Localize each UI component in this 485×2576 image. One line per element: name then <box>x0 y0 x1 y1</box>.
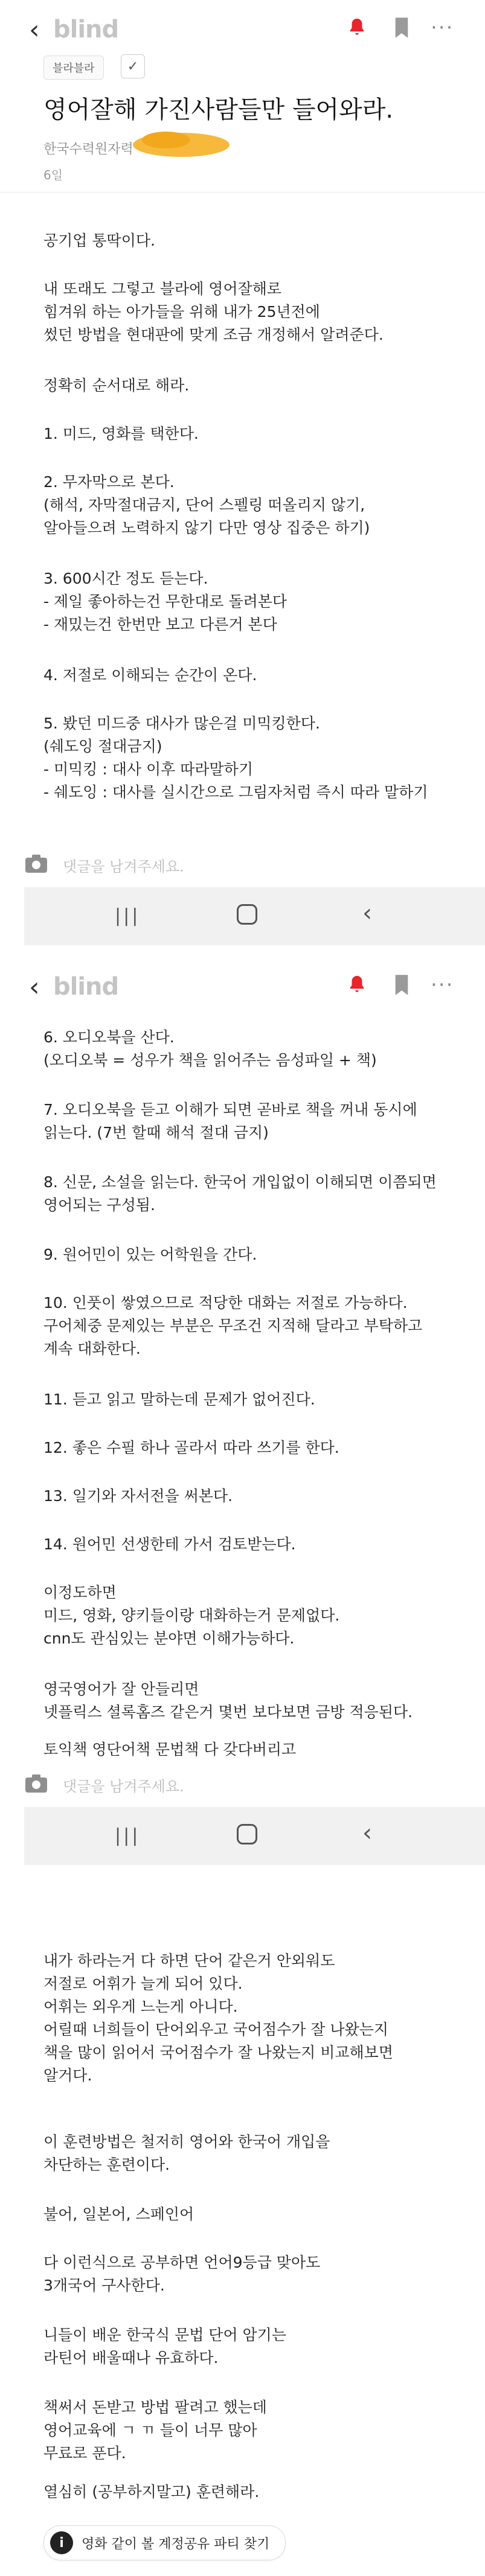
android-navbar <box>24 887 485 945</box>
post-paragraph: 내 또래도 그렇고 블라에 영어잘해로 힘겨워 하는 아가들을 위해 내가 25년전에 썼던 방법을 현대판에 맞게 조금 개정해서 알려준다. <box>43 280 384 343</box>
recent-apps-icon[interactable]: ||| <box>115 905 141 926</box>
recent-apps-icon[interactable]: ||| <box>115 1825 141 1846</box>
post-paragraph: 다 이런식으로 공부하면 언어9등급 맞아도 3개국어 구사한다. <box>43 2254 321 2294</box>
post-paragraph: 책써서 돈받고 방법 팔려고 했는데 영어교육에 ㄱ ㄲ 들이 너무 많아 무료로 푼다. <box>43 2399 267 2462</box>
blind-logo[interactable]: blind <box>53 16 119 43</box>
android-navbar <box>24 1807 485 1865</box>
post-paragraph: 3. 600시간 정도 듣는다. - 제일 좋아하는건 무한대로 돌려본다 - 재밌는건 한번만 보고 다른거 본다 <box>43 570 287 633</box>
post-paragraph: 토익책 영단어책 문법책 다 갖다버리고 <box>43 1741 297 1758</box>
post-paragraph: 6. 오디오북을 산다. (오디오북 = 성우가 책을 읽어주는 음성파일 + 책) <box>43 1028 377 1069</box>
author-company[interactable]: 한국수력원자력 <box>43 142 133 157</box>
camera-icon[interactable] <box>24 1773 48 1794</box>
home-icon[interactable] <box>237 1824 257 1844</box>
post-paragraph: 열심히 (공부하지말고) 훈련해라. <box>43 2483 260 2501</box>
post-paragraph: 8. 신문, 소설을 읽는다. 한국어 개입없이 이해되면 이쯤되면 영어되는 구성됨. <box>43 1173 437 1214</box>
comment-placeholder[interactable]: 댓글을 남겨주세요. <box>63 1778 184 1795</box>
post-paragraph: 9. 원어민이 있는 어학원을 간다. <box>43 1246 257 1263</box>
top-bar <box>0 957 485 1015</box>
back-arrow-icon[interactable]: ‹ <box>29 972 40 1003</box>
post-paragraph: 7. 오디오북을 듣고 이해가 되면 곧바로 책을 꺼내 동시에 읽는다. (7번 할때 해석 절대 금지) <box>43 1101 417 1141</box>
top-bar <box>0 0 485 58</box>
check-icon[interactable]: ✓ <box>121 54 145 78</box>
promo-pill-button[interactable] <box>43 2525 286 2560</box>
post-paragraph: 12. 좋은 수필 하나 골라서 따라 쓰기를 한다. <box>43 1439 339 1456</box>
post-title: 영어잘해 가진사람들만 들어와라. <box>43 96 394 124</box>
post-paragraph: 공기업 통딱이다. <box>43 232 155 249</box>
nav-back-icon[interactable]: ‹ <box>362 899 372 927</box>
back-arrow-icon[interactable]: ‹ <box>29 14 40 45</box>
post-paragraph: 14. 원어민 선생한테 가서 검토받는다. <box>43 1535 296 1553</box>
post-paragraph: 정확히 순서대로 해라. <box>43 377 190 394</box>
bookmark-icon[interactable] <box>394 974 410 996</box>
post-paragraph: 13. 일기와 자서전을 써본다. <box>43 1487 233 1505</box>
camera-icon[interactable] <box>24 853 48 874</box>
home-icon[interactable] <box>237 904 257 925</box>
header-divider <box>0 192 485 193</box>
info-icon: i <box>50 2531 73 2554</box>
nav-back-icon[interactable]: ‹ <box>362 1819 372 1847</box>
bookmark-icon[interactable] <box>394 17 410 39</box>
post-paragraph: 1. 미드, 영화를 택한다. <box>43 425 199 442</box>
topic-tag[interactable]: 블라블라 <box>43 56 104 80</box>
post-paragraph: 니들이 배운 한국식 문법 단어 암기는 라틴어 배울때나 유효하다. <box>43 2326 286 2367</box>
more-icon[interactable]: ··· <box>431 973 454 997</box>
redaction-scribble <box>130 129 233 159</box>
post-paragraph: 10. 인풋이 쌓였으므로 적당한 대화는 저절로 가능하다. 구어체중 문제있는 부분은 무조건 지적해 달라고 부탁하고 계속 대화한다. <box>43 1294 423 1357</box>
comment-placeholder[interactable]: 댓글을 남겨주세요. <box>63 858 184 875</box>
post-paragraph: 불어, 일본어, 스페인어 <box>43 2205 194 2223</box>
comment-bar[interactable] <box>24 1764 485 1807</box>
post-paragraph: 영국영어가 잘 안들리면 넷플릭스 셜록홈즈 같은거 몇번 보다보면 금방 적응된다. <box>43 1680 413 1721</box>
post-paragraph: 11. 듣고 읽고 말하는데 문제가 없어진다. <box>43 1391 315 1408</box>
bell-icon[interactable] <box>347 974 367 995</box>
post-paragraph: 2. 무자막으로 본다. (해석, 자막절대금지, 단어 스펠링 떠올리지 않기, 알아들으려 노력하지 않기 다만 영상 집중은 하기) <box>43 473 370 537</box>
promo-pill-label: 영화 같이 볼 계정공유 파티 찾기 <box>82 2536 270 2552</box>
post-paragraph: 내가 하라는거 다 하면 단어 같은거 안외워도 저절로 어휘가 늘게 되어 있다. 어휘는 외우게 느는게 아니다. 어릴때 너희들이 단어외우고 국어점수가 잘 나왔는지 책을 많이 읽어서 국어점수가 잘 나왔는지 비교해보면 알거다. <box>43 1952 393 2084</box>
post-paragraph: 이정도하면 미드, 영화, 양키들이랑 대화하는거 문제없다. cnn도 관심있는 분야면 이해가능하다. <box>43 1584 340 1647</box>
post-paragraph: 5. 봤던 미드중 대사가 많은걸 미믹킹한다. (쉐도잉 절대금지) - 미믹킹 : 대사 이후 따라말하기 - 쉐도잉 : 대사를 실시간으로 그림자처럼 즉시 따라 말하기 <box>43 715 428 801</box>
bell-icon[interactable] <box>347 17 367 37</box>
blind-logo[interactable]: blind <box>53 973 119 1001</box>
more-icon[interactable]: ··· <box>431 16 454 40</box>
post-paragraph: 4. 저절로 이해되는 순간이 온다. <box>43 666 257 684</box>
post-time: 6일 <box>43 168 63 182</box>
post-paragraph: 이 훈련방법은 철저히 영어와 한국어 개입을 차단하는 훈련이다. <box>43 2133 330 2173</box>
comment-bar[interactable] <box>24 844 485 887</box>
